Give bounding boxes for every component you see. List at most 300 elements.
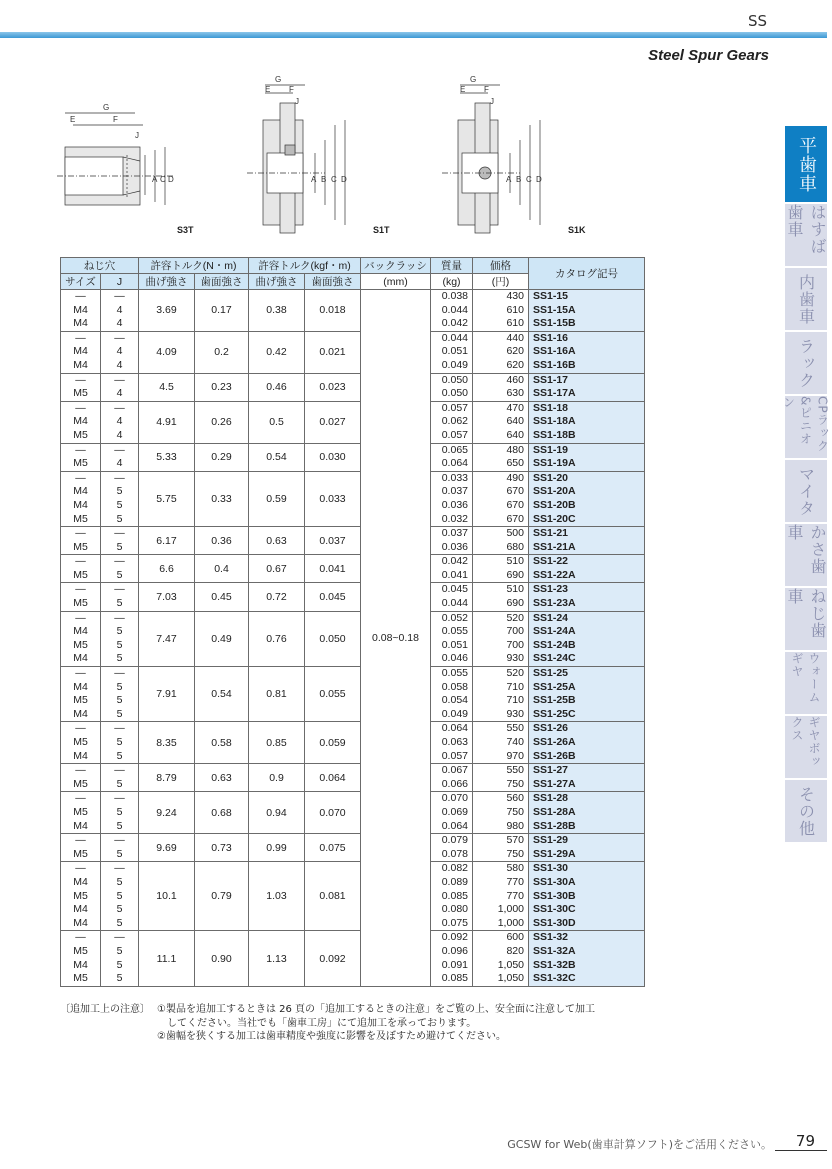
size-cell-value: M4 [73, 317, 88, 330]
mass-cell-value: 0.051 [441, 345, 468, 358]
price-cell [473, 527, 529, 555]
j-cell-value: 4 [116, 317, 123, 330]
price-cell [473, 862, 529, 931]
catalog-cell-value: SS1-22A [533, 568, 576, 581]
j-cell [101, 290, 139, 332]
mass-cell [431, 611, 473, 666]
bending-kgf-cell: 0.72 [249, 583, 305, 611]
j-cell-value: 5 [116, 638, 123, 651]
j-cell-value: 4 [116, 345, 123, 358]
j-cell-value: 5 [116, 889, 123, 902]
catalog-cell-value: SS1-18 [533, 401, 569, 414]
size-cell-value: — [75, 331, 86, 344]
table-row [61, 443, 645, 471]
price-cell-value: 430 [506, 290, 524, 302]
price-cell-value: 600 [506, 931, 524, 944]
j-cell-value: 4 [116, 415, 123, 428]
price-cell [473, 401, 529, 443]
table-row [61, 722, 645, 764]
size-cell-value: M5 [73, 736, 88, 748]
catalog-cell-value: SS1-26 [533, 722, 569, 735]
size-cell-value: M5 [73, 457, 88, 470]
j-cell-value: 5 [116, 694, 123, 707]
size-cell [61, 611, 101, 666]
bending-nm-cell: 7.03 [139, 583, 195, 611]
tab-worm-gears[interactable]: ウォームギヤ [785, 652, 827, 714]
notes-items [157, 1003, 757, 1044]
tab-helical-gears[interactable]: はすば歯車 [785, 204, 827, 266]
catalog-cell-value: SS1-18B [533, 428, 576, 441]
bending-nm-cell: 3.69 [139, 290, 195, 332]
mass-cell [431, 834, 473, 862]
dimension-label: C [331, 175, 337, 184]
surface-kgf-cell: 0.055 [305, 667, 361, 722]
j-cell-value: 5 [116, 972, 123, 985]
mass-cell [431, 583, 473, 611]
tab-spur-gears[interactable]: 平歯車 [785, 126, 827, 202]
catalog-cell-value: SS1-24A [533, 625, 576, 638]
catalog-cell-value: SS1-30B [533, 889, 576, 902]
mass-cell-value: 0.062 [441, 415, 468, 428]
header-surface-kgf: 歯面強さ [305, 274, 361, 290]
surface-kgf-cell: 0.033 [305, 471, 361, 526]
tab-cp-rack-pinion[interactable]: CPラック&ピニオン [785, 396, 827, 458]
j-cell-value: — [114, 667, 125, 680]
tab-others[interactable]: その他 [785, 780, 827, 842]
mass-cell-value: 0.067 [441, 764, 468, 777]
size-cell [61, 290, 101, 332]
bending-kgf-cell: 0.59 [249, 471, 305, 526]
size-cell-value: M5 [73, 638, 88, 651]
surface-kgf-cell: 0.064 [305, 764, 361, 792]
j-cell-value: — [114, 764, 125, 777]
mass-cell [431, 764, 473, 792]
surface-kgf-cell: 0.037 [305, 527, 361, 555]
catalog-cell-value: SS1-24C [533, 652, 576, 665]
price-cell-value: 670 [506, 485, 524, 498]
catalog-cell-value: SS1-20B [533, 498, 576, 511]
dimension-label: D [168, 175, 174, 184]
s1t-gear-diagram [245, 75, 365, 235]
dimension-label: E [70, 115, 76, 124]
bending-kgf-cell: 1.03 [249, 862, 305, 931]
j-cell-value: 5 [116, 540, 123, 553]
header-bending-kgf: 曲げ強さ [249, 274, 305, 290]
mass-cell-value: 0.058 [441, 680, 468, 693]
j-cell [101, 667, 139, 722]
catalog-cell-value: SS1-17A [533, 387, 576, 400]
bending-kgf-cell: 0.42 [249, 331, 305, 373]
price-cell-value: 640 [506, 428, 524, 441]
size-cell-value: M5 [73, 944, 88, 957]
bending-kgf-cell: 0.76 [249, 611, 305, 666]
price-cell [473, 555, 529, 583]
mass-cell [431, 722, 473, 764]
size-cell-value: — [75, 583, 86, 596]
catalog-cell-value: SS1-19 [533, 443, 569, 456]
notes-title: 〔追加工上の注意〕 [60, 1004, 150, 1015]
bending-nm-cell: 6.17 [139, 527, 195, 555]
size-cell-value: — [75, 443, 86, 456]
size-cell-value: M5 [73, 889, 88, 902]
dimension-label: J [135, 131, 139, 140]
price-cell [473, 471, 529, 526]
j-cell [101, 373, 139, 401]
tab-miter-gears[interactable]: マイタ [785, 460, 827, 522]
mass-cell-value: 0.078 [441, 847, 468, 860]
catalog-cell-value: SS1-32C [533, 972, 576, 985]
surface-nm-cell: 0.49 [195, 611, 249, 666]
table-row [61, 555, 645, 583]
bending-nm-cell: 4.5 [139, 373, 195, 401]
header-price-unit: (円) [473, 274, 529, 290]
mass-cell-value: 0.070 [441, 792, 468, 805]
dimension-label: D [536, 175, 542, 184]
surface-nm-cell: 0.90 [195, 931, 249, 986]
size-cell [61, 373, 101, 401]
price-cell-value: 560 [506, 792, 524, 805]
bending-nm-cell: 7.47 [139, 611, 195, 666]
price-cell-value: 440 [506, 331, 524, 344]
size-cell-value: M4 [73, 903, 88, 916]
catalog-cell-value: SS1-15B [533, 317, 576, 330]
j-cell-value: 5 [116, 805, 123, 818]
price-cell-value: 1,000 [497, 903, 524, 916]
catalog-cell-value: SS1-25 [533, 667, 569, 680]
price-cell-value: 480 [506, 443, 524, 456]
surface-kgf-cell: 0.081 [305, 862, 361, 931]
mass-cell-value: 0.042 [441, 317, 468, 330]
header-torque-nm: 許容トルク(N・m) [139, 258, 249, 274]
table-row [61, 471, 645, 526]
price-cell-value: 820 [506, 944, 524, 957]
surface-nm-cell: 0.2 [195, 331, 249, 373]
j-cell [101, 834, 139, 862]
size-cell-value: M4 [73, 625, 88, 638]
catalog-cell [529, 834, 645, 862]
mass-cell-value: 0.069 [441, 805, 468, 818]
price-cell [473, 583, 529, 611]
price-cell-value: 930 [506, 707, 524, 720]
price-cell-value: 690 [506, 597, 524, 610]
j-cell-value: 5 [116, 847, 123, 860]
bending-kgf-cell: 1.13 [249, 931, 305, 986]
mass-cell [431, 862, 473, 931]
catalog-cell [529, 290, 645, 332]
catalog-cell [529, 555, 645, 583]
j-cell-value: — [114, 401, 125, 414]
size-cell-value: M5 [73, 694, 88, 707]
mass-cell [431, 931, 473, 986]
surface-kgf-cell: 0.018 [305, 290, 361, 332]
catalog-cell [529, 611, 645, 666]
dimension-label: G [470, 75, 477, 84]
j-cell-value: 4 [116, 428, 123, 441]
j-cell-value: 5 [116, 597, 123, 610]
catalog-cell-value: SS1-26B [533, 749, 576, 762]
catalog-cell [529, 862, 645, 931]
price-cell [473, 722, 529, 764]
catalog-cell-value: SS1-21A [533, 540, 576, 553]
size-cell-value: — [75, 471, 86, 484]
mass-cell-value: 0.085 [441, 889, 468, 902]
spec-table [60, 257, 645, 987]
header-screw-hole: ねじ穴 [61, 258, 139, 274]
mass-cell [431, 792, 473, 834]
mass-cell-value: 0.033 [441, 471, 468, 484]
bending-nm-cell: 8.79 [139, 764, 195, 792]
dimension-label: C [526, 175, 532, 184]
catalog-cell-value: SS1-30A [533, 875, 576, 888]
catalog-cell [529, 722, 645, 764]
j-cell-value: — [114, 331, 125, 344]
price-cell [473, 931, 529, 986]
price-cell-value: 750 [506, 805, 524, 818]
size-cell [61, 931, 101, 986]
mass-cell-value: 0.041 [441, 568, 468, 581]
page-subtitle: Steel Spur Gears [648, 47, 769, 64]
price-cell-value: 1,000 [497, 916, 524, 929]
surface-nm-cell: 0.17 [195, 290, 249, 332]
price-cell-value: 620 [506, 358, 524, 371]
surface-kgf-cell: 0.059 [305, 722, 361, 764]
catalog-cell [529, 527, 645, 555]
size-cell-value: — [75, 373, 86, 386]
size-cell-value: M5 [73, 540, 88, 553]
size-cell-value: M5 [73, 568, 88, 581]
tab-screw-gears[interactable]: ねじ歯車 [785, 588, 827, 650]
mass-cell-value: 0.038 [441, 290, 468, 302]
price-cell [473, 611, 529, 666]
mass-cell [431, 373, 473, 401]
j-cell-value: 5 [116, 680, 123, 693]
j-cell [101, 331, 139, 373]
surface-nm-cell: 0.58 [195, 722, 249, 764]
drawing-s1t [245, 75, 395, 235]
s3t-gear-diagram [55, 75, 175, 235]
header-surface: 歯面強さ [195, 274, 249, 290]
mass-cell-value: 0.045 [441, 583, 468, 596]
table-row [61, 373, 645, 401]
table-row [61, 667, 645, 722]
catalog-cell-value: SS1-30 [533, 862, 569, 875]
tab-racks[interactable]: ラック [785, 332, 827, 394]
size-cell-value: — [75, 667, 86, 680]
j-cell-value: — [114, 290, 125, 302]
size-cell-value: — [75, 611, 86, 624]
dimension-label: A [311, 175, 317, 184]
catalog-cell-value: SS1-20 [533, 471, 569, 484]
catalog-cell-value: SS1-16A [533, 345, 576, 358]
header-j: J [101, 274, 139, 290]
size-cell-value: M4 [73, 958, 88, 971]
spec-table-body [61, 290, 645, 987]
size-cell-value: M4 [73, 916, 88, 929]
j-cell-value: — [114, 443, 125, 456]
dimension-label: B [321, 175, 327, 184]
surface-nm-cell: 0.54 [195, 667, 249, 722]
mass-cell-value: 0.046 [441, 652, 468, 665]
header-backlash-unit: (mm) [361, 274, 431, 290]
bending-kgf-cell: 0.38 [249, 290, 305, 332]
mass-cell-value: 0.049 [441, 358, 468, 371]
table-row [61, 290, 645, 332]
bending-kgf-cell: 0.99 [249, 834, 305, 862]
price-cell-value: 700 [506, 625, 524, 638]
price-cell [473, 443, 529, 471]
price-cell-value: 610 [506, 303, 524, 316]
catalog-cell-value: SS1-27 [533, 764, 569, 777]
catalog-cell [529, 471, 645, 526]
catalog-cell-value: SS1-25C [533, 707, 576, 720]
catalog-cell-value: SS1-24B [533, 638, 576, 651]
surface-kgf-cell: 0.070 [305, 792, 361, 834]
bending-kgf-cell: 0.46 [249, 373, 305, 401]
header-backlash: バックラッシ [361, 258, 431, 274]
j-cell [101, 583, 139, 611]
price-cell [473, 373, 529, 401]
bending-nm-cell: 11.1 [139, 931, 195, 986]
catalog-cell-value: SS1-16 [533, 331, 569, 344]
surface-nm-cell: 0.68 [195, 792, 249, 834]
surface-nm-cell: 0.63 [195, 764, 249, 792]
mass-cell-value: 0.037 [441, 485, 468, 498]
surface-nm-cell: 0.26 [195, 401, 249, 443]
mass-cell-value: 0.052 [441, 611, 468, 624]
mass-cell-value: 0.065 [441, 443, 468, 456]
j-cell-value: 4 [116, 303, 123, 316]
price-cell-value: 610 [506, 317, 524, 330]
bending-kgf-cell: 0.94 [249, 792, 305, 834]
size-cell-value: M5 [73, 428, 88, 441]
header-mass-unit: (kg) [431, 274, 473, 290]
dimension-label: D [341, 175, 347, 184]
size-cell-value: — [75, 834, 86, 847]
bending-kgf-cell: 0.54 [249, 443, 305, 471]
tab-internal-gears[interactable]: 内歯車 [785, 268, 827, 330]
mass-cell [431, 527, 473, 555]
size-cell [61, 667, 101, 722]
j-cell [101, 722, 139, 764]
dimension-label: J [490, 97, 494, 106]
size-cell-value: M4 [73, 707, 88, 720]
bending-kgf-cell: 0.81 [249, 667, 305, 722]
size-cell [61, 583, 101, 611]
note-item: ②歯幅を狭くする加工は歯車精度や強度に影響を及ぼすため避けてください。 [157, 1031, 506, 1042]
j-cell [101, 443, 139, 471]
j-cell [101, 862, 139, 931]
bending-kgf-cell: 0.5 [249, 401, 305, 443]
mass-cell [431, 401, 473, 443]
price-cell-value: 470 [506, 401, 524, 414]
j-cell-value: 4 [116, 387, 123, 400]
size-cell-value: — [75, 555, 86, 568]
dimension-label: B [516, 175, 522, 184]
drawing-label-s1k: S1K [568, 225, 586, 235]
catalog-cell-value: SS1-28 [533, 792, 569, 805]
size-cell-value: — [75, 931, 86, 944]
catalog-cell-value: SS1-23A [533, 597, 576, 610]
size-cell [61, 764, 101, 792]
tab-bevel-gears[interactable]: かさ歯車 [785, 524, 827, 586]
price-cell-value: 520 [506, 611, 524, 624]
mass-cell-value: 0.092 [441, 931, 468, 944]
j-cell-value: — [114, 834, 125, 847]
size-cell-value: — [75, 527, 86, 540]
size-cell [61, 862, 101, 931]
dimension-label: E [265, 85, 271, 94]
mass-cell-value: 0.057 [441, 749, 468, 762]
size-cell [61, 792, 101, 834]
size-cell [61, 527, 101, 555]
catalog-cell [529, 331, 645, 373]
price-cell-value: 460 [506, 373, 524, 386]
price-cell-value: 770 [506, 889, 524, 902]
mass-cell-value: 0.037 [441, 527, 468, 540]
mass-cell-value: 0.089 [441, 875, 468, 888]
j-cell-value: 5 [116, 707, 123, 720]
size-cell-value: M4 [73, 749, 88, 762]
mass-cell-value: 0.080 [441, 903, 468, 916]
table-row [61, 764, 645, 792]
catalog-cell [529, 931, 645, 986]
surface-kgf-cell: 0.092 [305, 931, 361, 986]
footer-text: GCSW for Web(歯車計算ソフト)をご活用ください。 [507, 1138, 772, 1151]
j-cell [101, 401, 139, 443]
price-cell-value: 510 [506, 555, 524, 568]
bending-nm-cell: 5.75 [139, 471, 195, 526]
j-cell [101, 792, 139, 834]
drawing-s1k [440, 75, 590, 235]
j-cell-value: 5 [116, 916, 123, 929]
s1k-gear-diagram [440, 75, 560, 235]
tab-gearboxes[interactable]: ギヤボックス [785, 716, 827, 778]
catalog-cell [529, 373, 645, 401]
j-cell-value: 5 [116, 512, 123, 525]
j-cell-value: — [114, 527, 125, 540]
series-code: SS [747, 12, 767, 30]
catalog-cell-value: SS1-28B [533, 819, 576, 832]
bending-nm-cell: 10.1 [139, 862, 195, 931]
j-cell-value: 5 [116, 568, 123, 581]
j-cell-value: 5 [116, 485, 123, 498]
catalog-cell-value: SS1-21 [533, 527, 569, 540]
size-cell-value: — [75, 862, 86, 875]
surface-nm-cell: 0.73 [195, 834, 249, 862]
price-cell-value: 1,050 [497, 972, 524, 985]
j-cell-value: 5 [116, 625, 123, 638]
catalog-cell-value: SS1-29 [533, 834, 569, 847]
price-cell [473, 792, 529, 834]
j-cell-value: 5 [116, 958, 123, 971]
bending-nm-cell: 4.09 [139, 331, 195, 373]
drawing-label-s1t: S1T [373, 225, 390, 235]
catalog-cell-value: SS1-26A [533, 736, 576, 748]
mass-cell-value: 0.064 [441, 457, 468, 470]
price-cell-value: 750 [506, 847, 524, 860]
mass-cell-value: 0.044 [441, 597, 468, 610]
mass-cell-value: 0.085 [441, 972, 468, 985]
price-cell-value: 580 [506, 862, 524, 875]
drawing-s3t [55, 75, 194, 235]
size-cell-value: M4 [73, 680, 88, 693]
table-row [61, 611, 645, 666]
price-cell-value: 630 [506, 387, 524, 400]
bending-kgf-cell: 0.67 [249, 555, 305, 583]
surface-kgf-cell: 0.021 [305, 331, 361, 373]
size-cell-value: M4 [73, 485, 88, 498]
price-cell [473, 331, 529, 373]
